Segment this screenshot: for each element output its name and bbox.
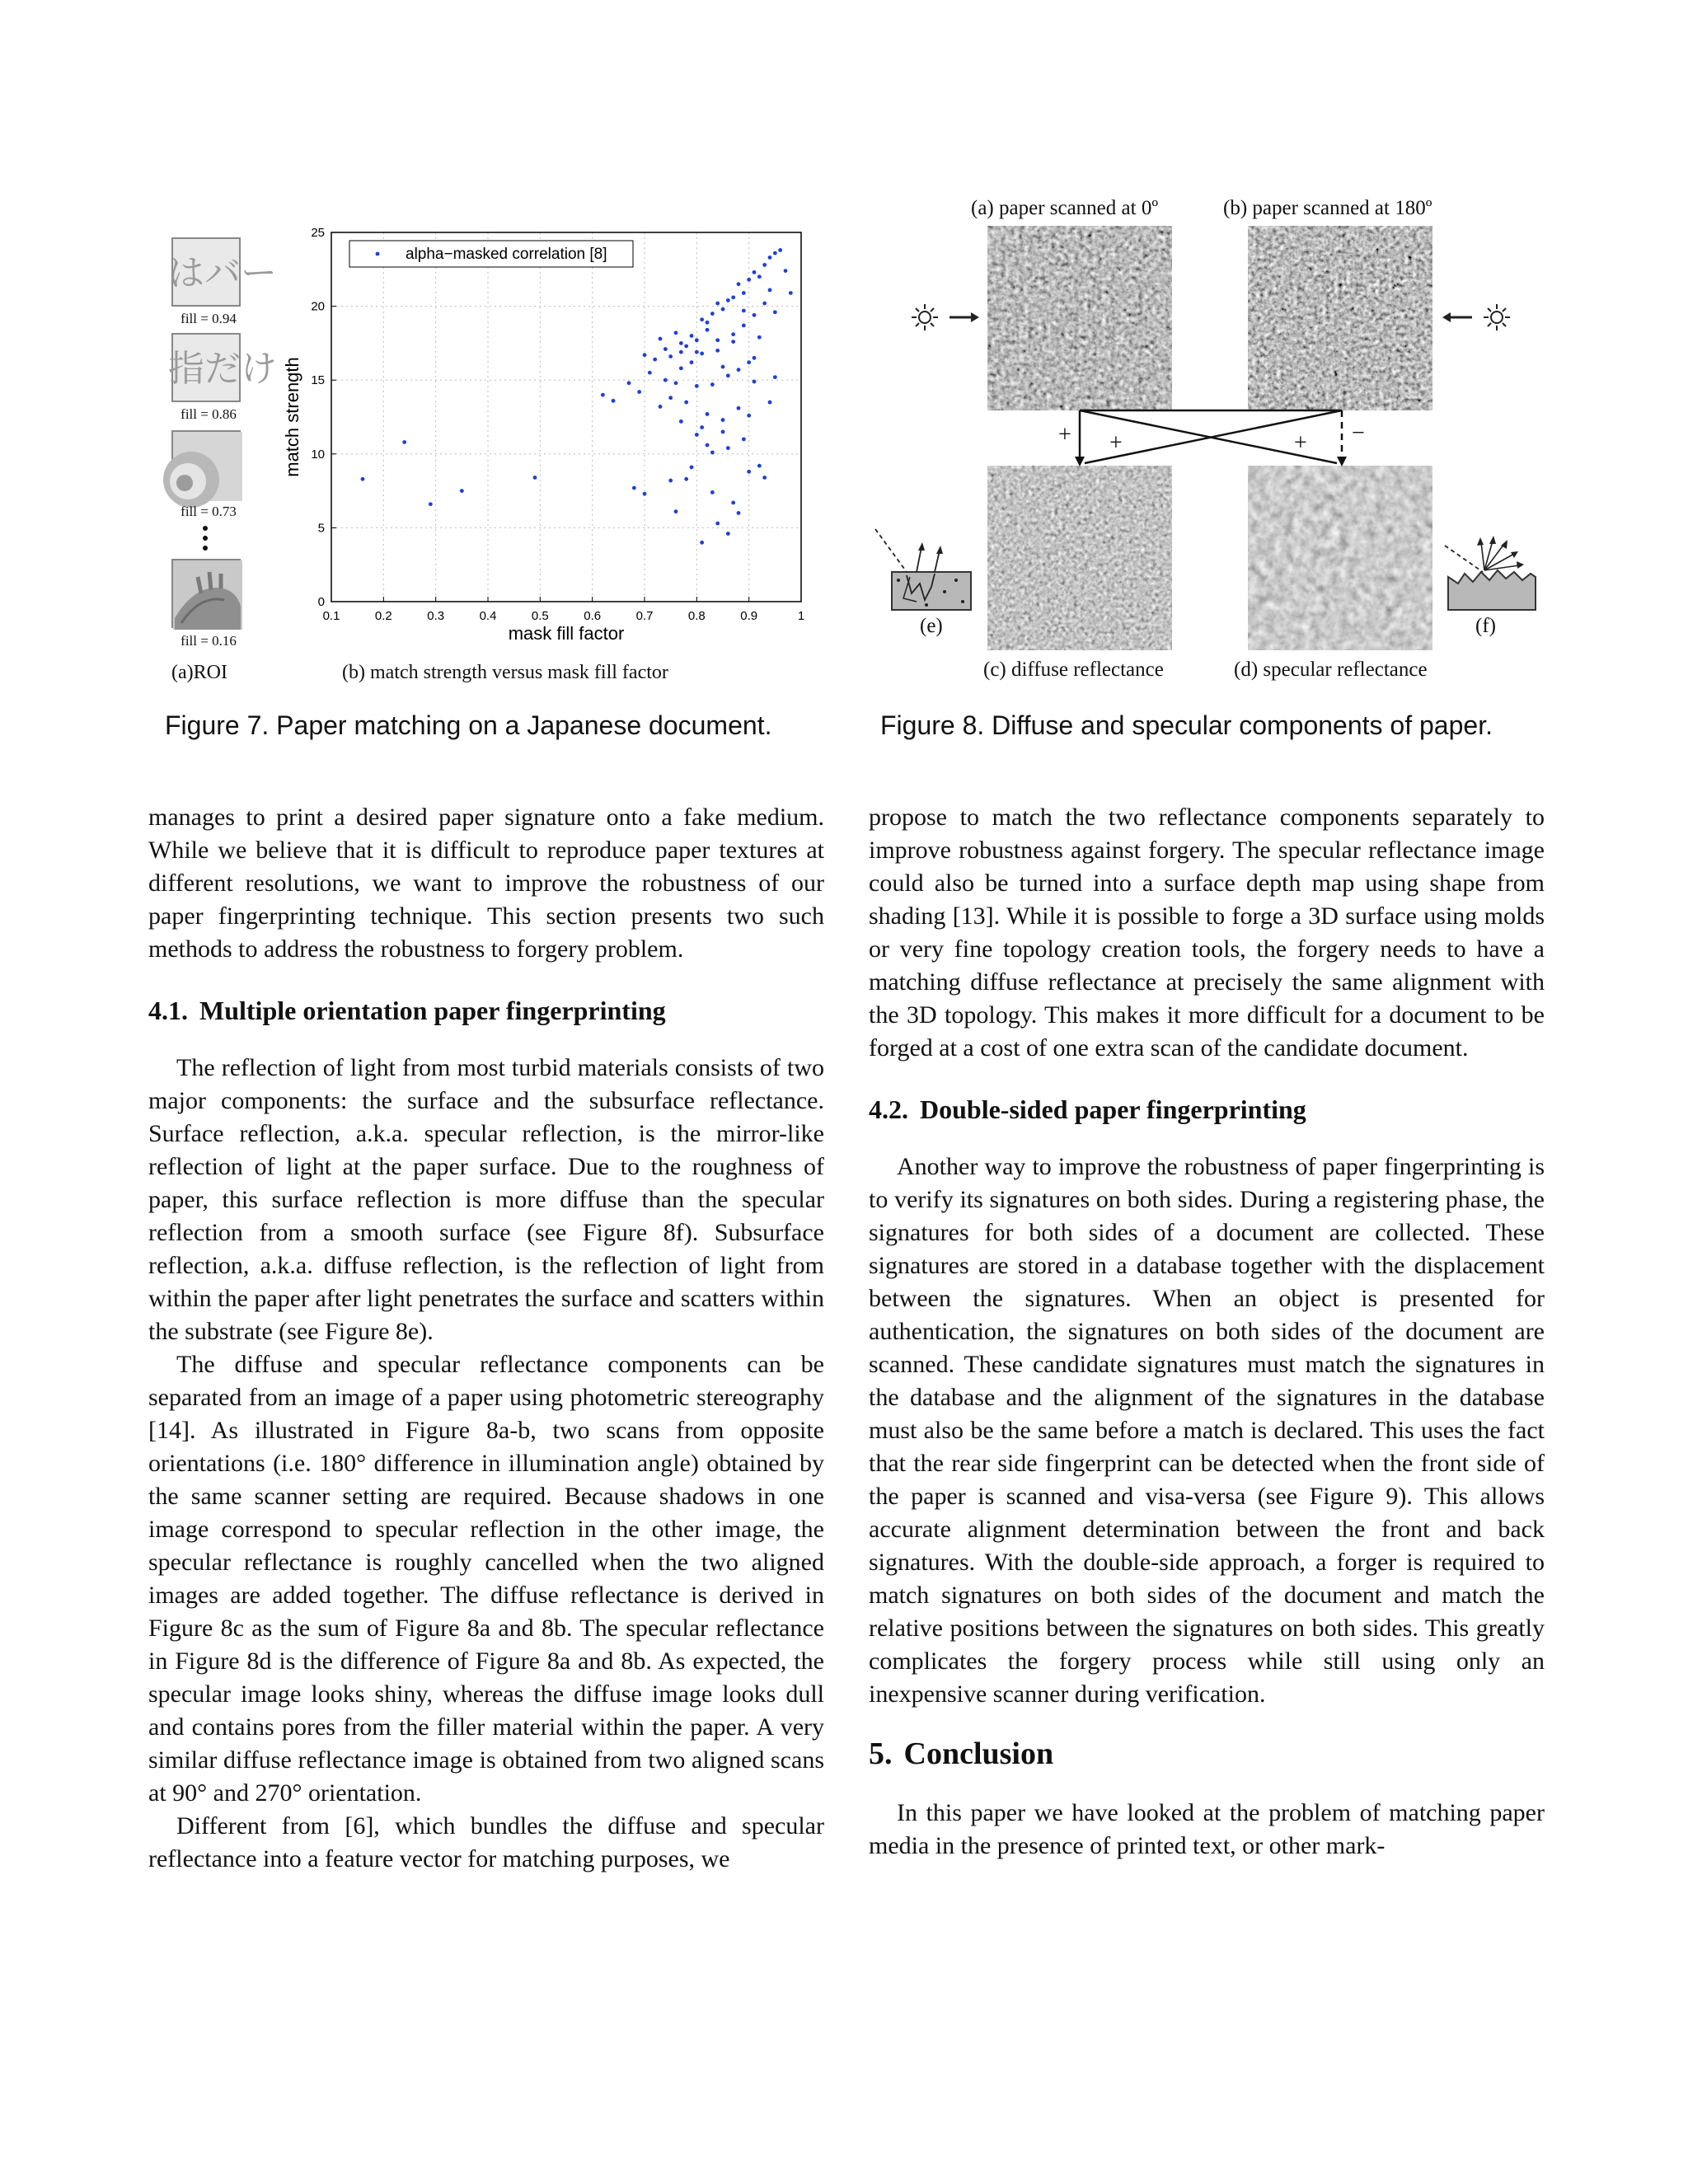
roi-sample-text-1: はバー	[168, 252, 277, 294]
scatter-plot	[280, 223, 816, 651]
roi-hand-image	[173, 560, 242, 630]
light-source-left-icon	[907, 297, 981, 338]
data-point	[695, 433, 699, 437]
section-number: 4.1.	[148, 996, 188, 1025]
data-point	[679, 341, 683, 345]
data-point	[737, 368, 741, 372]
roi-thumbnail-1	[168, 237, 277, 307]
y-tick-label: 20	[311, 299, 325, 314]
data-point	[789, 291, 793, 295]
data-point	[637, 390, 641, 394]
y-tick-label: 10	[311, 447, 325, 462]
data-point	[762, 302, 767, 306]
data-point	[726, 298, 730, 302]
specular-reflectance-image	[1248, 466, 1432, 650]
data-point	[700, 425, 704, 429]
x-tick-label: 0.6	[584, 609, 602, 623]
roi-fill-label-3: fill = 0.73	[181, 504, 237, 519]
data-point	[706, 443, 710, 448]
data-point	[684, 477, 688, 481]
data-point	[742, 309, 746, 313]
data-point	[612, 399, 616, 403]
x-tick-label: 0.8	[687, 609, 706, 623]
data-point	[700, 317, 704, 321]
data-point	[753, 356, 757, 360]
data-point	[653, 358, 657, 362]
paragraph: manages to print a desired paper signature onto a fake medium. While we believe that it is difficult to reproduce paper textures at different resolutions, we want to improve the robustness of our paper fingerprinting technique. This section presents two such methods to address the robustness to forgery problem.	[148, 804, 824, 963]
y-tick-label: 0	[317, 595, 325, 609]
data-point	[684, 401, 688, 405]
data-point	[753, 380, 757, 384]
data-point	[695, 384, 699, 388]
section-4-1-heading	[148, 994, 824, 1027]
label-c: (c) diffuse reflectance	[983, 658, 1164, 681]
data-point	[773, 251, 777, 255]
data-point	[710, 382, 715, 387]
label-e: (e)	[920, 615, 943, 637]
data-point	[742, 291, 746, 295]
data-point	[710, 451, 715, 455]
data-point	[668, 479, 673, 483]
data-point	[679, 366, 683, 370]
label-d: (d) specular reflectance	[1234, 658, 1428, 681]
data-point	[668, 354, 673, 359]
data-point	[726, 373, 730, 377]
x-tick-label: 0.4	[479, 609, 497, 623]
x-tick-label: 1	[797, 609, 805, 623]
data-point	[773, 310, 777, 314]
x-tick-label: 0.9	[740, 609, 758, 623]
roi-thumbnail-2	[168, 333, 277, 402]
data-point	[768, 401, 772, 405]
data-point	[663, 378, 668, 382]
label-a: (a) paper scanned at 0º	[971, 197, 1159, 219]
data-point	[695, 350, 699, 354]
data-point	[706, 412, 710, 416]
plus-sign-1: +	[1058, 422, 1071, 448]
data-point	[715, 349, 720, 353]
data-point	[715, 338, 720, 342]
diffuse-reflectance-image	[987, 466, 1172, 650]
data-point	[706, 321, 710, 325]
data-point	[778, 248, 782, 252]
data-point	[659, 405, 663, 409]
roi-sample-text-2: 指だけ	[168, 348, 277, 390]
paragraph: propose to match the two reflectance components separately to improve robustness against forgery. The specular reflectance image could also be turned into a surface depth map using shape from shading [13]. While it is possible to forge a 3D surface using molds or very fine topology creation tools, the forgery needs to have a matching diffuse reflectance at precisely the same alignment with the 3D topology. This makes it more difficult for a document to be forged at a cost of one extra scan of the candidate document.	[869, 804, 1545, 1062]
data-point	[601, 393, 605, 397]
x-tick-label: 0.1	[322, 609, 340, 623]
left-column	[148, 801, 824, 1876]
roi-fill-label-2: fill = 0.86	[181, 406, 237, 422]
light-source-right-icon	[1441, 297, 1515, 338]
data-point	[663, 347, 668, 351]
data-point	[715, 522, 720, 526]
vertical-ellipsis	[201, 524, 209, 554]
paragraph: In this paper we have looked at the problem of matching paper media in the presence of printed text, or other mark-	[869, 1799, 1545, 1859]
paragraph: Another way to improve the robustness of paper fingerprinting is to verify its signatures on both sides. During a registering phase, the signatures for both sides of a document are collected. These signatures are stored in a database together with the displacement between the signatures. When an object is presented for authentication, the signatures on both sides of the document are scanned. These candidate signatures must match the signatures in the database and the alignment of the signatures in the database must also be the same before a match is declared. This uses the fact that the rear side fingerprint can be detected when the front side of the paper is scanned and visa-versa (see Figure 9). This allows accurate alignment determination between the front and back signatures. With the double-side approach, a forger is required to match signatures on both sides of the document and match the relative positions between the signatures on both sides. This greatly complicates the forgery process while still using only an inexpensive scanner during verification.	[869, 1153, 1545, 1708]
data-point	[768, 288, 772, 292]
paragraph: The diffuse and specular reflectance components can be separated from an image of a paper using photometric stereography [14]. As illustrated in Figure 8a-b, two scans from opposite orientations (i.e. 180° difference in illumination angle) obtained by the same scanner setting are required. Because shadows in one image correspond to specular reflection in the other image, the specular reflectance is roughly cancelled when the two aligned images are added together. The diffuse reflectance is derived in Figure 8c as the sum of Figure 8a and 8b. The specular reflectance in Figure 8d is the difference of Figure 8a and 8b. As expected, the specular image looks shiny, whereas the diffuse image looks dull and contains pores from the filler material within the paper. A very similar diffuse reflectance image is obtained from two aligned scans at 90° and 270° orientation.	[148, 1351, 824, 1807]
section-title: Conclusion	[903, 1736, 1054, 1771]
data-point	[684, 344, 688, 349]
plot-area	[331, 232, 801, 602]
section-number: 4.2.	[869, 1094, 908, 1124]
x-tick-label: 0.3	[427, 609, 445, 623]
subsurface-reflection-diagram	[874, 526, 981, 616]
data-point	[742, 437, 746, 441]
data-point	[695, 338, 699, 342]
data-point	[643, 492, 647, 496]
data-point	[721, 418, 725, 422]
data-point	[731, 295, 735, 299]
roi-fill-label-1: fill = 0.94	[181, 311, 237, 326]
right-column	[869, 801, 1545, 1863]
paragraph: The reflection of light from most turbid materials consists of two major components: the surface and the subsurface reflectance. Surface reflection, a.k.a. specular reflection, is the mirror-like reflection of light at the paper surface. Due to the roughness of paper, this surface reflection is more diffuse than the specular reflection from a smooth surface (see Figure 8f). Subsurface reflection, a.k.a. diffuse reflection, is the reflection of light from within the paper after light penetrates the surface and scatters within the substrate (see Figure 8e).	[148, 1054, 824, 1345]
data-point	[460, 489, 464, 493]
data-point	[674, 509, 678, 513]
data-point	[773, 375, 777, 379]
section-5-heading	[869, 1736, 1545, 1772]
data-point	[706, 328, 710, 332]
legend-label: alpha−masked correlation [8]	[406, 246, 607, 263]
data-point	[757, 464, 762, 468]
x-tick-label: 0.7	[635, 609, 654, 623]
plus-sign-3: +	[1294, 430, 1307, 456]
data-point	[679, 419, 683, 424]
data-point	[737, 511, 741, 515]
data-point	[747, 360, 751, 364]
section-title: Double-sided paper fingerprinting	[920, 1094, 1306, 1124]
data-point	[731, 332, 735, 336]
data-point	[753, 270, 757, 274]
data-point	[747, 414, 751, 418]
data-point	[715, 302, 720, 306]
data-point	[643, 353, 647, 357]
data-point	[361, 477, 365, 481]
data-point	[627, 381, 631, 385]
data-point	[402, 440, 406, 444]
data-point	[762, 263, 767, 267]
y-axis-label: match strength	[282, 357, 302, 477]
plus-sign-2: +	[1109, 430, 1123, 456]
data-point	[429, 502, 433, 506]
x-axis-label: mask fill factor	[508, 623, 625, 644]
combination-diagram	[987, 404, 1449, 470]
data-point	[648, 371, 652, 375]
data-point	[784, 269, 788, 273]
figure-8-caption: Figure 8. Diffuse and specular components of paper.	[880, 710, 1493, 740]
data-point	[742, 323, 746, 327]
data-point	[737, 282, 741, 286]
data-point	[674, 381, 678, 385]
data-point	[632, 486, 636, 490]
roi-thumbnail-4	[171, 559, 241, 628]
data-point	[753, 313, 757, 317]
section-4-2-heading	[869, 1093, 1545, 1126]
roi-thumbnail-3	[171, 430, 241, 499]
data-point	[679, 350, 683, 354]
label-f: (f)	[1475, 615, 1496, 637]
data-point	[726, 446, 730, 450]
data-point	[710, 490, 715, 494]
data-point	[757, 335, 762, 340]
roi-fill-label-4: fill = 0.16	[181, 633, 237, 649]
figure-7-caption: Figure 7. Paper matching on a Japanese document.	[165, 710, 772, 740]
plot-subcaption: (b) match strength versus mask fill factor	[342, 662, 668, 683]
legend-marker	[376, 252, 380, 256]
data-point	[726, 532, 730, 536]
data-point	[700, 541, 704, 545]
scan-0deg-image	[987, 226, 1172, 410]
paragraph: Different from [6], which bundles the diffuse and specular reflectance into a feature vector for matching purposes, we	[148, 1812, 824, 1872]
data-point	[700, 352, 704, 356]
roi-circle-image	[173, 432, 242, 501]
data-point	[721, 430, 725, 434]
data-point	[721, 307, 725, 312]
data-point	[762, 476, 767, 480]
data-point	[674, 330, 678, 335]
data-point	[757, 274, 762, 279]
minus-sign: −	[1352, 420, 1365, 446]
section-number: 5.	[869, 1736, 893, 1771]
roi-subcaption: (a)ROI	[171, 662, 227, 683]
y-tick-label: 5	[317, 521, 325, 536]
x-tick-label: 0.5	[531, 609, 549, 623]
data-point	[690, 466, 694, 470]
data-point	[747, 470, 751, 474]
data-point	[721, 365, 725, 369]
data-point	[768, 255, 772, 260]
x-tick-label: 0.2	[374, 609, 392, 623]
data-point	[731, 501, 735, 505]
data-point	[659, 337, 663, 341]
data-point	[690, 360, 694, 364]
section-title: Multiple orientation paper fingerprinting	[199, 996, 666, 1025]
scan-180deg-image	[1248, 226, 1432, 410]
y-tick-label: 15	[311, 373, 325, 388]
data-point	[747, 278, 751, 282]
data-point	[668, 396, 673, 400]
y-tick-label: 25	[311, 226, 325, 240]
data-point	[731, 340, 735, 344]
data-point	[710, 312, 715, 316]
data-point	[737, 406, 741, 410]
specular-reflection-diagram	[1438, 526, 1545, 616]
data-point	[690, 334, 694, 338]
label-b: (b) paper scanned at 180º	[1223, 197, 1432, 219]
data-point	[533, 476, 537, 480]
